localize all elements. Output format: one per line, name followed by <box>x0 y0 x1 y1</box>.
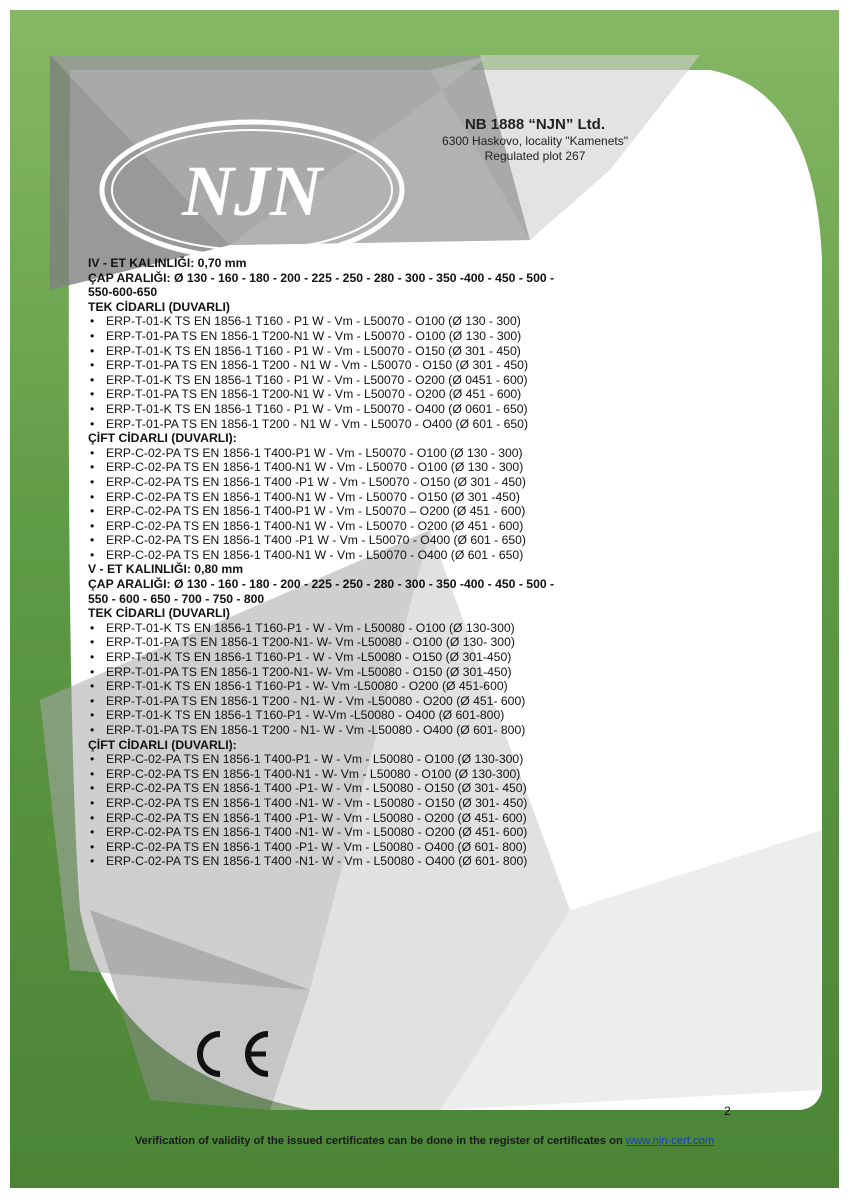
list-item: • ERP-C-02-PA TS EN 1856-1 T400 -N1- W - Vm - L50080 - O150 (Ø 301- 450) <box>88 796 648 811</box>
list-item: • ERP-T-01-PA TS EN 1856-1 T200-N1- W- Vm -L50080 - O150 (Ø 301-450) <box>88 665 648 680</box>
section-heading: 550-600-650 <box>88 285 158 300</box>
item-list <box>88 446 648 563</box>
section-heading: IV - ET KALINLIĞI: 0,70 mm <box>88 256 247 270</box>
list-item: • ERP-C-02-PA TS EN 1856-1 T400 -P1 W - Vm - L50070 - O400 (Ø 601 - 650) <box>88 533 648 548</box>
section-heading: V - ET KALINLIĞI: 0,80 mm <box>88 562 244 577</box>
list-item: • ERP-C-02-PA TS EN 1856-1 T400-P1 - W - Vm - L50080 - O100 (Ø 130-300) <box>88 752 648 767</box>
list-item: • ERP-T-01-K TS EN 1856-1 T160-P1 - W-Vm -L50080 - O400 (Ø 601-800) <box>88 708 648 723</box>
list-item: • ERP-T-01-PA TS EN 1856-1 T200-N1 W - Vm - L50070 - O200 (Ø 451 - 600) <box>88 387 648 402</box>
list-item: • ERP-C-02-PA TS EN 1856-1 T400 -P1- W - Vm - L50080 - O200 (Ø 451- 600) <box>88 811 648 826</box>
group-title: ÇİFT CİDARLI (DUVARLI): <box>88 431 237 446</box>
list-item: • ERP-C-02-PA TS EN 1856-1 T400-P1 W - Vm - L50070 - O100 (Ø 130 - 300) <box>88 446 648 461</box>
certifier-header <box>410 116 660 164</box>
list-item: • ERP-C-02-PA TS EN 1856-1 T400-N1 W - Vm - L50070 - O100 (Ø 130 - 300) <box>88 460 648 475</box>
list-item: • ERP-T-01-K TS EN 1856-1 T160-P1 - W- Vm -L50080 - O200 (Ø 451-600) <box>88 679 648 694</box>
group-title: ÇİFT CİDARLI (DUVARLI): <box>88 737 237 752</box>
item-list <box>88 752 648 869</box>
item-list <box>88 621 648 738</box>
list-item: • ERP-C-02-PA TS EN 1856-1 T400-N1 W - Vm - L50070 - O400 (Ø 601 - 650) <box>88 548 648 563</box>
footer-text: Verification of validity of the issued certificates can be done in the register of certificates on <box>134 1135 626 1147</box>
list-item: • ERP-C-02-PA TS EN 1856-1 T400 -P1- W - Vm - L50080 - O150 (Ø 301- 450) <box>88 781 648 796</box>
list-item: • ERP-C-02-PA TS EN 1856-1 T400-P1 W - Vm - L50070 – O200 (Ø 451 - 600) <box>88 504 648 519</box>
page-number: 2 <box>724 1104 731 1118</box>
list-item: • ERP-T-01-PA TS EN 1856-1 T200 - N1- W - Vm -L50080 - O400 (Ø 601- 800) <box>88 723 648 738</box>
list-item: • ERP-C-02-PA TS EN 1856-1 T400-N1 W - Vm - L50070 - O200 (Ø 451 - 600) <box>88 519 648 534</box>
ce-mark <box>196 1028 280 1080</box>
list-item: • ERP-T-01-K TS EN 1856-1 T160-P1 - W - Vm - L50080 - O100 (Ø 130-300) <box>88 621 648 636</box>
address-line: Regulated plot 267 <box>484 149 586 163</box>
register-link[interactable]: www.njn-cert.com <box>625 1135 715 1147</box>
list-item: • ERP-C-02-PA TS EN 1856-1 T400 -N1- W - Vm - L50080 - O200 (Ø 451- 600) <box>88 825 648 840</box>
list-item: • ERP-T-01-K TS EN 1856-1 T160 - P1 W - Vm - L50070 - O100 (Ø 130 - 300) <box>88 314 648 329</box>
list-item: • ERP-C-02-PA TS EN 1856-1 T400 -P1- W - Vm - L50080 - O400 (Ø 601- 800) <box>88 840 648 855</box>
list-item: • ERP-T-01-K TS EN 1856-1 T160 - P1 W - Vm - L50070 - O200 (Ø 0451 - 600) <box>88 373 648 388</box>
list-item: • ERP-T-01-PA TS EN 1856-1 T200-N1- W- Vm -L50080 - O100 (Ø 130- 300) <box>88 635 648 650</box>
list-item: • ERP-T-01-PA TS EN 1856-1 T200 - N1 W - Vm - L50070 - O400 (Ø 601 - 650) <box>88 417 648 432</box>
list-item: • ERP-T-01-K TS EN 1856-1 T160 - P1 W - Vm - L50070 - O150 (Ø 301 - 450) <box>88 344 648 359</box>
section-heading: ÇAP ARALIĞI: Ø 130 - 160 - 180 - 200 - 225 - 250 - 280 - 300 - 350 -400 - 450 - 500 - <box>88 270 555 285</box>
group-title: TEK CİDARLI (DUVARLI) <box>88 299 230 314</box>
list-item: • ERP-T-01-PA TS EN 1856-1 T200-N1 W - Vm - L50070 - O100 (Ø 130 - 300) <box>88 329 648 344</box>
item-list <box>88 314 648 431</box>
section-heading: 550 - 600 - 650 - 700 - 750 - 800 <box>88 591 265 606</box>
list-item: • ERP-C-02-PA TS EN 1856-1 T400 -P1 W - Vm - L50070 - O150 (Ø 301 - 450) <box>88 475 648 490</box>
product-list <box>88 256 648 869</box>
list-item: • ERP-T-01-PA TS EN 1856-1 T200 - N1 W - Vm - L50070 - O150 (Ø 301 - 450) <box>88 358 648 373</box>
list-item: • ERP-C-02-PA TS EN 1856-1 T400-N1 W - Vm - L50070 - O150 (Ø 301 -450) <box>88 490 648 505</box>
list-item: • ERP-C-02-PA TS EN 1856-1 T400-N1 - W- Vm - L50080 - O100 (Ø 130-300) <box>88 767 648 782</box>
list-item: • ERP-T-01-K TS EN 1856-1 T160-P1 - W - Vm -L50080 - O150 (Ø 301-450) <box>88 650 648 665</box>
list-item: • ERP-T-01-PA TS EN 1856-1 T200 - N1- W - Vm -L50080 - O200 (Ø 451- 600) <box>88 694 648 709</box>
list-item: • ERP-T-01-K TS EN 1856-1 T160 - P1 W - Vm - L50070 - O400 (Ø 0601 - 650) <box>88 402 648 417</box>
section-heading: ÇAP ARALIĞI: Ø 130 - 160 - 180 - 200 - 225 - 250 - 280 - 300 - 350 -400 - 450 - 500 - <box>88 577 555 592</box>
address-line: 6300 Haskovo, locality "Kamenets" <box>442 134 628 148</box>
group-title: TEK CİDARLI (DUVARLI) <box>88 606 230 621</box>
company-name: NB 1888 “NJN” Ltd. <box>464 116 606 133</box>
njn-logo <box>92 110 412 270</box>
footer <box>0 1135 849 1147</box>
svg-text:NJN: NJN <box>182 151 322 231</box>
list-item: • ERP-C-02-PA TS EN 1856-1 T400 -N1- W - Vm - L50080 - O400 (Ø 601- 800) <box>88 854 648 869</box>
